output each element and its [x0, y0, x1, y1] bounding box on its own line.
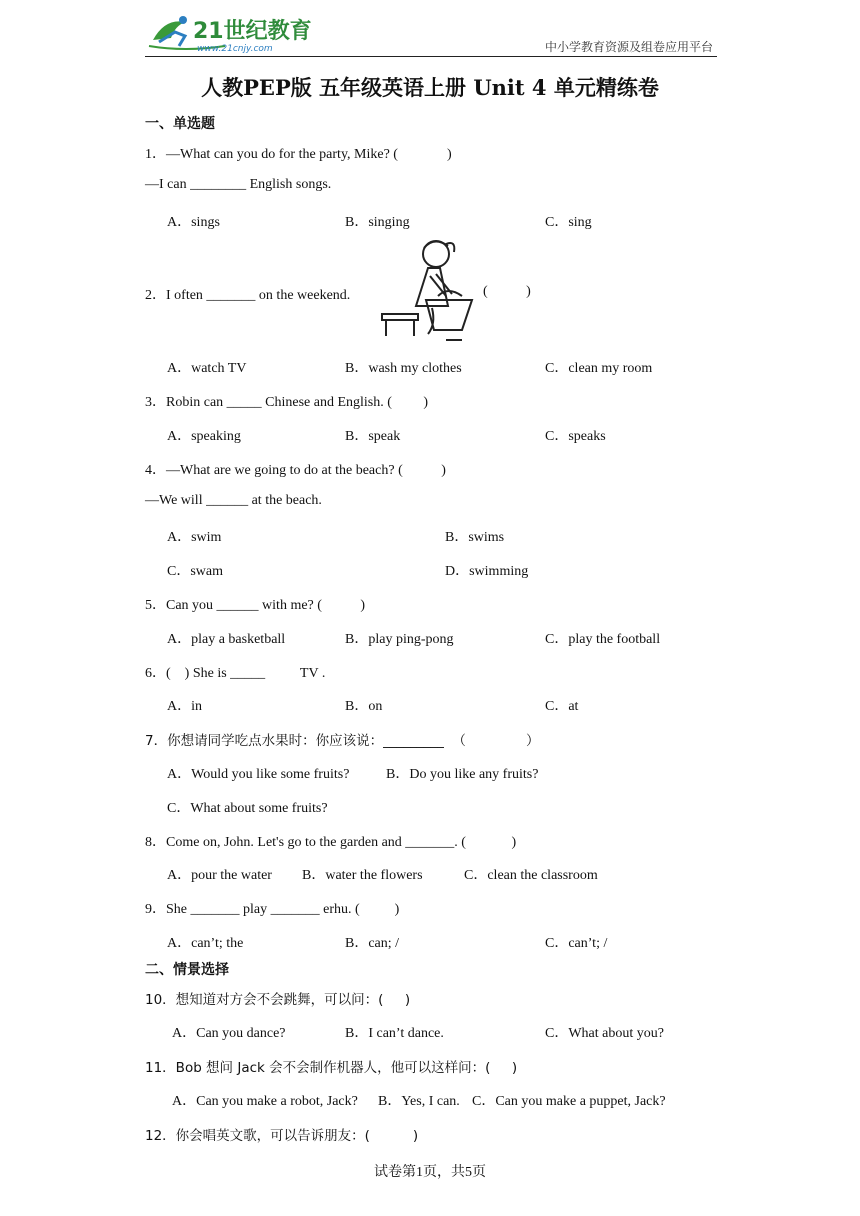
- question-1-option-b: B．singing: [345, 215, 410, 230]
- girl-washing-clothes-image: [376, 234, 476, 346]
- question-4-option-b: B．swims: [445, 530, 505, 545]
- question-6-option-c: C．at: [545, 699, 579, 714]
- question-11-option-c: C．Can you make a puppet, Jack?: [472, 1094, 666, 1109]
- question-2-option-c: C．clean my room: [545, 361, 653, 376]
- logo-text: 21世纪教育: [193, 19, 312, 44]
- question-7-stem: 7．你想请同学吃点水果时：你应该说：_________ （ ）: [145, 733, 540, 749]
- question-4-option-a: A．swim: [167, 530, 222, 545]
- question-7-option-b: B．Do you like any fruits?: [386, 767, 539, 782]
- question-5-stem: 5．Can you ______ with me? ( ): [145, 598, 366, 613]
- question-1-line2: —I can ________ English songs.: [145, 177, 332, 192]
- question-9-stem: 9．She _______ play _______ erhu. ( ): [145, 902, 400, 917]
- question-9-option-b: B．can; /: [345, 936, 400, 951]
- question-5-option-b: B．play ping-pong: [345, 632, 454, 647]
- question-5-option-c: C．play the football: [545, 632, 661, 647]
- question-4-line2: —We will ______ at the beach.: [145, 493, 322, 508]
- question-10-stem: 10．想知道对方会不会跳舞，可以问：( ): [145, 992, 411, 1008]
- question-12-stem: 12．你会唱英文歌，可以告诉朋友：( ): [145, 1128, 419, 1144]
- question-11-option-b: B．Yes, I can.: [378, 1094, 460, 1109]
- question-10-option-b: B．I can’t dance.: [345, 1026, 444, 1041]
- question-3-option-a: A．speaking: [167, 429, 241, 444]
- platform-name: 中小学教育资源及组卷应用平台: [544, 40, 713, 54]
- question-2-answer-paren: ( ): [483, 284, 531, 299]
- question-6-option-b: B．on: [345, 699, 383, 714]
- question-10-option-a: A．Can you dance?: [172, 1026, 286, 1041]
- question-1-option-a: A．sings: [167, 215, 220, 230]
- question-4-option-d: D．swimming: [445, 564, 529, 579]
- question-8-option-b: B．water the flowers: [302, 868, 423, 883]
- 21cnjy-logo: [145, 12, 320, 54]
- page-footer: 试卷第1页，共5页: [374, 1165, 486, 1180]
- question-5-option-a: A．play a basketball: [167, 632, 286, 647]
- question-2-option-a: A．watch TV: [167, 361, 247, 376]
- question-8-option-a: A．pour the water: [167, 868, 272, 883]
- question-8-option-c: C．clean the classroom: [464, 868, 598, 883]
- question-3-option-b: B．speak: [345, 429, 401, 444]
- question-11-stem: 11．Bob 想问 Jack 会不会制作机器人，他可以这样问：( ): [145, 1060, 518, 1076]
- question-4-option-c: C．swam: [167, 564, 223, 579]
- question-9-option-a: A．can’t; the: [167, 936, 244, 951]
- question-4-stem: 4．—What are we going to do at the beach? ( ): [145, 463, 446, 478]
- question-3-option-c: C．speaks: [545, 429, 606, 444]
- page-header: [145, 10, 717, 57]
- question-3-stem: 3．Robin can _____ Chinese and English. ( ): [145, 395, 429, 410]
- question-7-option-c: C．What about some fruits?: [167, 801, 328, 816]
- question-11-option-a: A．Can you make a robot, Jack?: [172, 1094, 358, 1109]
- question-2-stem: 2．I often _______ on the weekend.: [145, 288, 351, 303]
- question-10-option-c: C．What about you?: [545, 1026, 664, 1041]
- question-1-stem: 1．—What can you do for the party, Mike? ( ): [145, 147, 452, 162]
- logo-url: www.21cnjy.com: [197, 44, 273, 54]
- question-7-option-a: A．Would you like some fruits?: [167, 767, 350, 782]
- question-6-stem: 6．( ) She is _____ TV .: [145, 666, 326, 681]
- question-8-stem: 8．Come on, John. Let's go to the garden and _______. ( ): [145, 835, 517, 850]
- section-title-1: 一、单选题: [145, 116, 215, 132]
- question-1-option-c: C．sing: [545, 215, 592, 230]
- question-6-option-a: A．in: [167, 699, 202, 714]
- page-title: 人教PEP版 五年级英语上册 Unit 4 单元精练卷: [201, 75, 659, 100]
- section-title-2: 二、情景选择: [145, 962, 229, 978]
- question-9-option-c: C．can’t; /: [545, 936, 608, 951]
- question-2-option-b: B．wash my clothes: [345, 361, 462, 376]
